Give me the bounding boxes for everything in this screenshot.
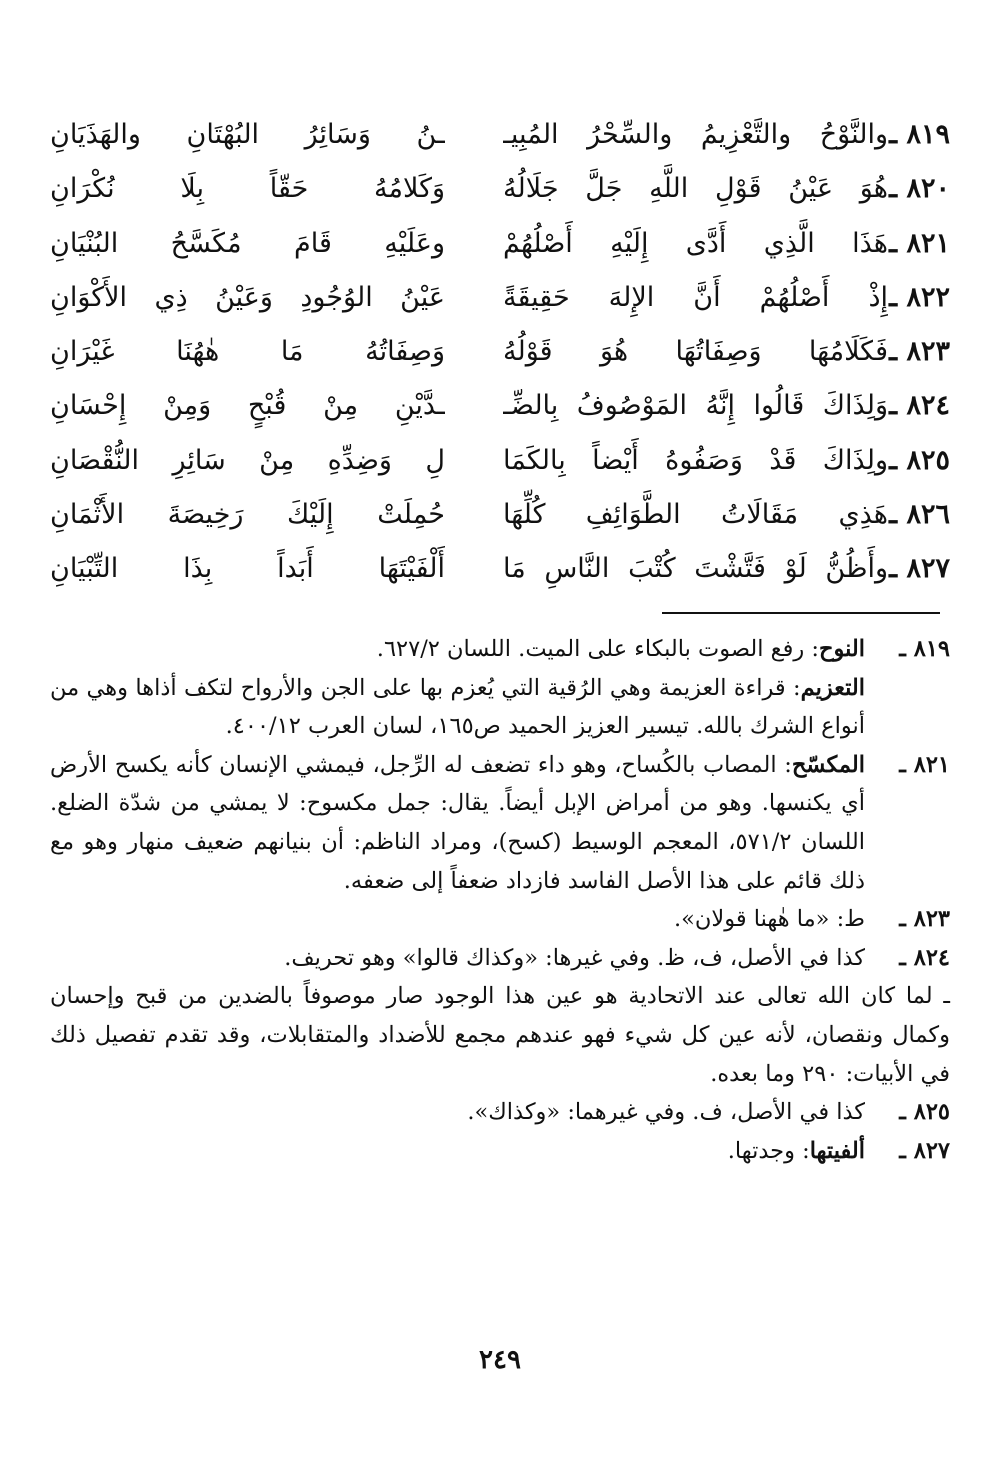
footnote-text: كذا في الأصل، ف، ظ. وفي غيرها: «وكذاك قالوا» وهو تحريف. xyxy=(284,944,865,971)
verse-number: ٨٢٢ ـ xyxy=(889,281,950,313)
footnote-text: ـ لما كان الله تعالى عند الاتحادية هو عين هذا الوجود صار موصوفاً بالضدين من قبح وإحسان وكمال ونقصان، لأنه عين كل شيء فهو عندهم مجمع للأضداد والمتقابلات، وقد تقدم تفصيل ذلك في الأبيات: ٢٩٠ وما بعده. xyxy=(50,983,950,1087)
verse-number: ٨٢٧ ـ xyxy=(889,553,950,585)
footnote-term: ألفيتها xyxy=(809,1137,865,1164)
footnote-825 xyxy=(50,1093,950,1132)
second-hemistich: عَيْنُ الوُجُودِ وَعَيْنُ ذِي الأَكْوَانِ xyxy=(50,281,445,313)
footnote-number: ٨١٩ ـ xyxy=(899,636,950,662)
footnote-number: ٨٢١ ـ xyxy=(899,751,950,778)
first-hemistich: وأَظُنُّ لَوْ فَتَّشْتَ كُتْبَ النَّاسِ مَا xyxy=(503,553,888,585)
footnote-number: ٨٢٥ ـ xyxy=(899,1099,950,1126)
verse-line xyxy=(50,162,950,216)
footnote-text: : قراءة العزيمة وهي الرُقية التي يُعزم بها على الجن والأرواح لتكف أذاها وهي من أنواع الشرك بالله. تيسير العزيز الحميد ص١٦٥، لسان العرب ٤٠٠/١٢. xyxy=(50,674,865,740)
footnote-819 xyxy=(50,630,950,669)
footnote-text: ط: «ما هٰهنا قولان». xyxy=(673,906,865,933)
footnote-823 xyxy=(50,900,950,939)
footnote-819-continuation xyxy=(50,669,950,746)
second-hemistich: ـدَّيْنِ مِنْ قُبْحٍ وَمِنْ إِحْسَانِ xyxy=(50,390,445,422)
verse-line xyxy=(50,434,950,488)
verse-number: ٨٢١ ـ xyxy=(889,227,950,259)
footnote-text: كذا في الأصل، ف. وفي غيرهما: «وكذاك». xyxy=(467,1099,865,1126)
footnote-number: ٨٢٧ ـ xyxy=(899,1137,950,1164)
verse-number: ٨٢٦ ـ xyxy=(889,499,950,531)
poem-verses xyxy=(50,108,950,597)
footnote-number: ٨٢٤ ـ xyxy=(899,944,950,971)
verse-number: ٨٢٤ ـ xyxy=(889,390,950,422)
second-hemistich: لِ وَضِدِّهِ مِنْ سَائِرِ النُّقْصَانِ xyxy=(50,444,445,476)
footnote-827 xyxy=(50,1132,950,1171)
footnote-term: المكسّح xyxy=(791,751,865,778)
first-hemistich: هَذِي مَقَالَاتُ الطَّوَائِفِ كُلِّهَا xyxy=(503,499,888,531)
first-hemistich: هَذَا الَّذِي أَدَّى إِلَيْهِ أَصْلُهُمْ xyxy=(503,227,888,259)
footnote-text: : رفع الصوت بالبكاء على الميت. اللسان ٦٢٧/٢. xyxy=(376,636,819,662)
second-hemistich: حُمِلَتْ إِلَيْكَ رَخِيصَةَ الأَثْمَانِ xyxy=(50,499,445,531)
verse-number: ٨١٩ ـ xyxy=(889,119,950,150)
verse-line xyxy=(50,379,950,433)
second-hemistich: ـنُ وَسَائِرُ البُهْتَانِ والهَذَيَانِ xyxy=(50,119,445,150)
footnote-824-continuation xyxy=(50,977,950,1093)
footnotes xyxy=(50,630,950,1170)
verse-number: ٨٢٣ ـ xyxy=(889,336,950,368)
verse-line xyxy=(50,108,950,162)
footnote-separator xyxy=(662,612,940,614)
verse-line xyxy=(50,271,950,325)
first-hemistich: والنَّوْحُ والتَّعْزِيمُ والسِّحْرُ المُبِيـ xyxy=(503,119,888,150)
page-number: ٢٤٩ xyxy=(479,1345,521,1375)
footnote-term: النوح xyxy=(818,636,865,662)
footnote-821 xyxy=(50,746,950,900)
verse-number: ٨٢٠ ـ xyxy=(889,173,950,205)
verse-number: ٨٢٥ ـ xyxy=(889,444,950,476)
second-hemistich: وَصِفَاتُهُ مَا هٰهُنَا غَيْرَانِ xyxy=(50,336,445,368)
footnote-text: : وجدتها. xyxy=(727,1137,810,1164)
first-hemistich: ولِذَاكَ قَدْ وَصَفُوهُ أَيْضاً بِالكَمَا xyxy=(503,444,888,476)
second-hemistich: وَكَلامُهُ حَقّاً بِلَا نُكْرَانِ xyxy=(50,173,445,205)
first-hemistich: هُوَ عَيْنُ قَوْلِ اللَّهِ جَلَّ جَلَالُهُ xyxy=(503,173,888,205)
footnote-term: التعزيم xyxy=(800,674,865,701)
footnote-number: ٨٢٣ ـ xyxy=(899,906,950,933)
first-hemistich: وَلِذَاكَ قَالُوا إِنَّهُ المَوْصُوفُ بِالضِّـ xyxy=(503,390,888,422)
second-hemistich: أَلْفَيْتَهَا أَبَداً بِذَا التِّبْيَانِ xyxy=(50,553,445,585)
second-hemistich: وعَلَيْهِ قَامَ مُكَسَّحُ البُنْيَانِ xyxy=(50,227,445,259)
verse-line xyxy=(50,325,950,379)
footnote-824 xyxy=(50,939,950,978)
verse-line xyxy=(50,542,950,596)
verse-line xyxy=(50,488,950,542)
first-hemistich: فَكَلَامُهَا وَصِفَاتُهَا هُوَ قَوْلُهُ xyxy=(503,336,888,368)
footnote-text: : المصاب بالكُساح، وهو داء تضعف له الرِّجل، فيمشي الإنسان كأنه يكسح الأرض أي يكنسها. وهو من أمراض الإبل أيضاً. يقال: جمل مكسوح: لا يمشي من شدّة الضلع. اللسان ٥٧١/٢، المعجم الوسيط (كسح)، ومراد الناظم: أن بنيانهم ضعيف منهار وهو مع ذلك قائم على هذا الأصل الفاسد فازداد ضعفاً إلى ضعفه. xyxy=(50,751,865,894)
first-hemistich: إِذْ أَصْلُهُمْ أَنَّ الإِلهَ حَقِيقَةً xyxy=(503,281,888,313)
verse-line xyxy=(50,217,950,271)
